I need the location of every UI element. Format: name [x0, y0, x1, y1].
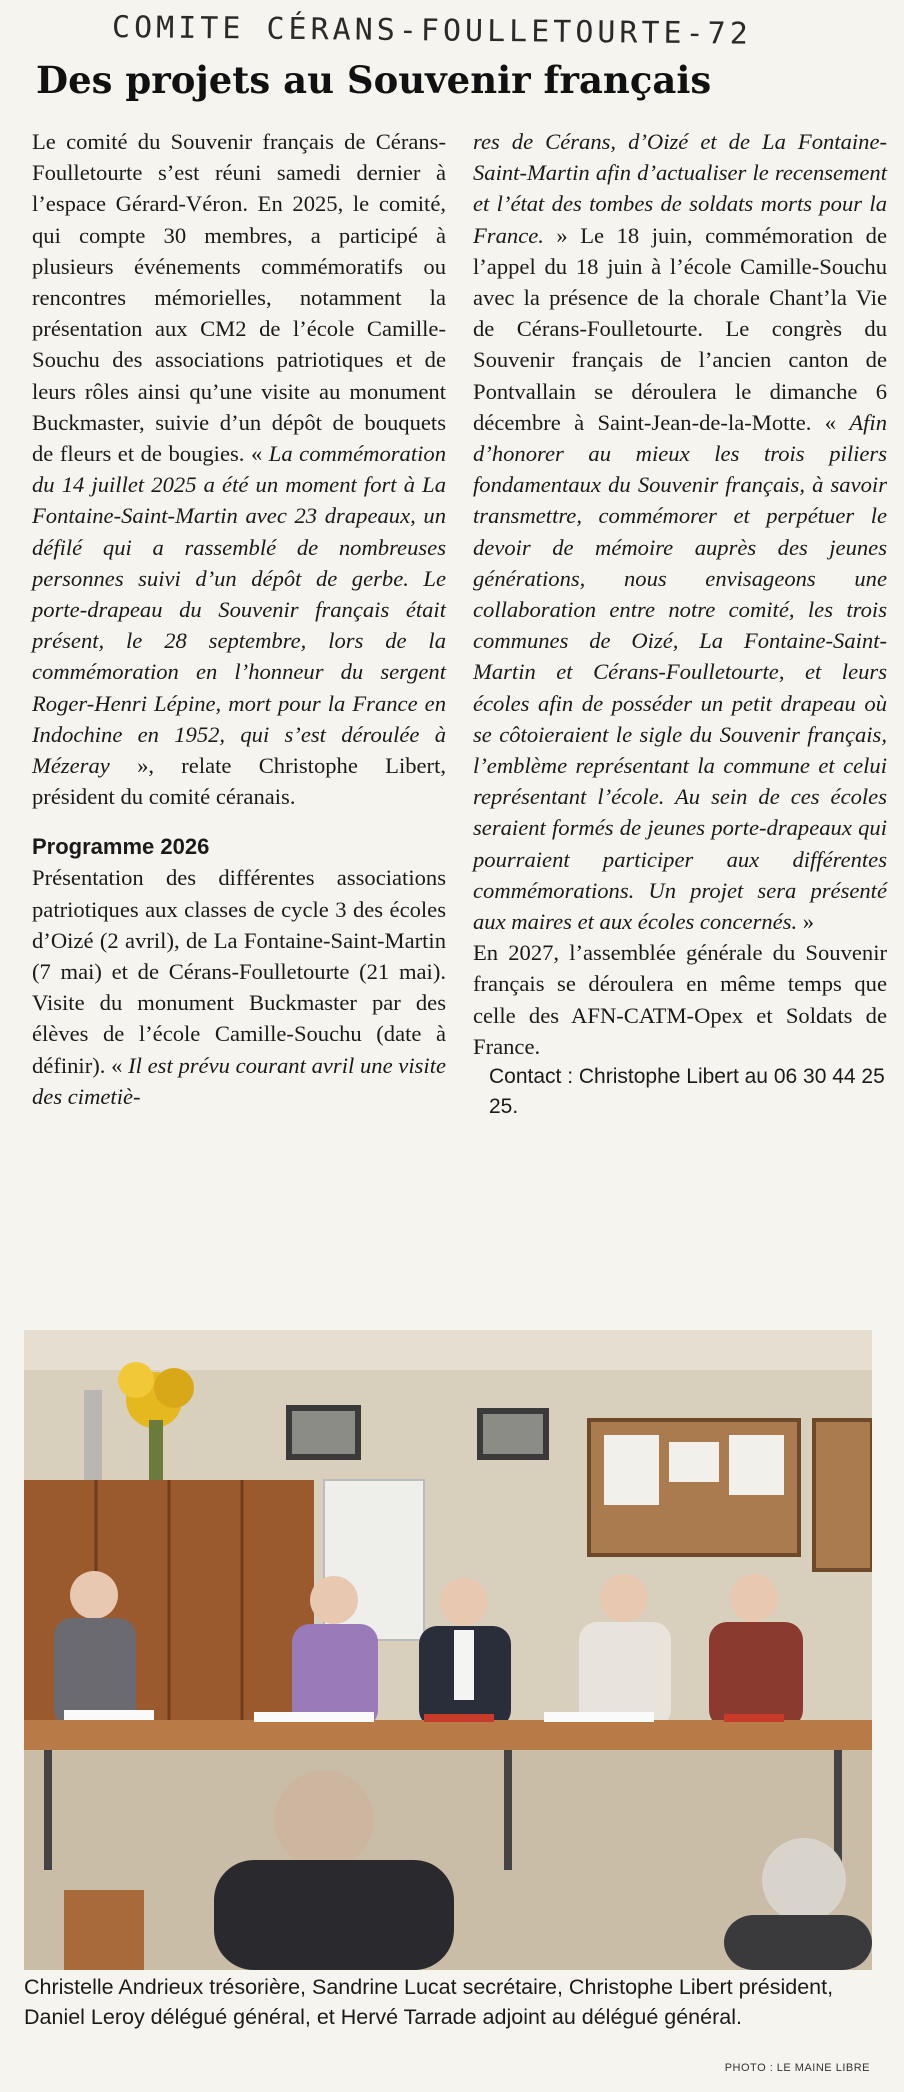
meeting-photo [24, 1330, 872, 1970]
quote-open: « [250, 441, 269, 467]
photo-caption: Christelle Andrieux trésorière, Sandrine Lucat secrétaire, Christophe Libert président, Daniel Leroy délégué général, et Hervé Tarrade adjoint au délégué général. [24, 1975, 834, 2029]
handwritten-annotation: COMITE CÉRANS-FOULLETOURTE-72 [111, 10, 752, 52]
quote-commemoration: La commémoration du 14 juillet 2025 a été un moment fort à La Fontaine-Saint-Martin avec 23 drapeaux, un défilé qui a rassemblé de nombreuses personnes suivi d’un dépôt de gerbe. Le porte-drapeau du Souvenir français était présent, le 28 septembre, lors de la commémoration en l’honneur du sergent Roger-Henri Lépine, mort pour la France en Indochine en 1952, qui s’est déroulée à Mézeray [32, 441, 447, 779]
section-subhead: Programme 2026 [32, 834, 210, 860]
quote-cemetery-start: Il est prévu courant avril une visite des cimetiè- [32, 1052, 446, 1109]
paragraph-2027: En 2027, l’assemblée générale du Souvenir français se déroulera en même temps que celle des AFN-CATM-Opex et Soldats de France. [473, 940, 887, 1059]
photo-credit: PHOTO : LE MAINE LIBRE [724, 2062, 870, 2074]
article-headline: Des projets au Souvenir français [36, 58, 712, 102]
article-paragraph [32, 862, 446, 1112]
paragraph-programme: Présentation des différentes associations patriotiques aux classes de cycle 3 des écoles d’Oizé (2 avril), de La Fontaine-Saint-Martin (7 mai) et de Cérans-Foulletourte (21 mai). Visite du monument Buckmaster par des élèves de l’école Camille-Souchu (date à définir). « [32, 865, 446, 1078]
article-column-right [473, 126, 887, 1122]
article-column-left [32, 126, 446, 1112]
quote-three-pillars: Afin d’honorer au mieux les trois piliers fondamentaux du Souvenir français, à savoir transmettre, commémorer et perpétuer le devoir de mémoire auprès des jeunes générations, nous envisageons une collaboration entre notre comité, les trois communes de Oizé, La Fontaine-Saint-Martin et Cérans-Foulletourte, et leurs écoles afin de posséder un petit drapeau où se côtoieraient le sigle du Souvenir français, l’emblème représentant la commune et celui représentant l’école. Au sein de ces écoles seraient formés de jeunes porte-drapeaux qui pourraient participer aux différentes commémorations. Un projet sera présenté aux maires et aux écoles concernés. [473, 409, 887, 935]
contact-info: Contact : Christophe Libert au 06 30 44 25 25. [489, 1065, 885, 1119]
quote-close: » [797, 909, 815, 935]
article-paragraph [32, 126, 446, 812]
article-paragraph [473, 126, 887, 937]
quote-cemetery-end: res de Cérans, d’Oizé et de La Fontaine-Saint-Martin afin d’actualiser le recensement et l’état des tombes de soldats morts pour la France. [473, 129, 887, 248]
paragraph-intro: Le comité du Souvenir français de Cérans-Foulletourte s’est réuni samedi dernier à l’espace Gérard-Véron. En 2025, le comité, qui compte 30 membres, a participé à plusieurs événements commémoratifs ou rencontres mémorielles, notamment la présentation aux CM2 de l’école Camille-Souchu des associations patriotiques et de leurs rôles ainsi qu’une visite au monument Buckmaster, suivie d’un dépôt de bouquets de fleurs et de bougies. [32, 129, 446, 467]
meeting-photo-illustration [24, 1330, 872, 1970]
quote-attribution: », relate Christophe Libert, président du comité céranais. [32, 753, 446, 810]
paragraph-june: » Le 18 juin, commémoration de l’appel du 18 juin à l’école Camille-Souchu avec la présence de la chorale Chant’la Vie de Cérans-Foulletourte. Le congrès du Souvenir français de l’ancien canton de Pontvallain se déroulera le dimanche 6 décembre à Saint-Jean-de-la-Motte. « [473, 222, 887, 435]
